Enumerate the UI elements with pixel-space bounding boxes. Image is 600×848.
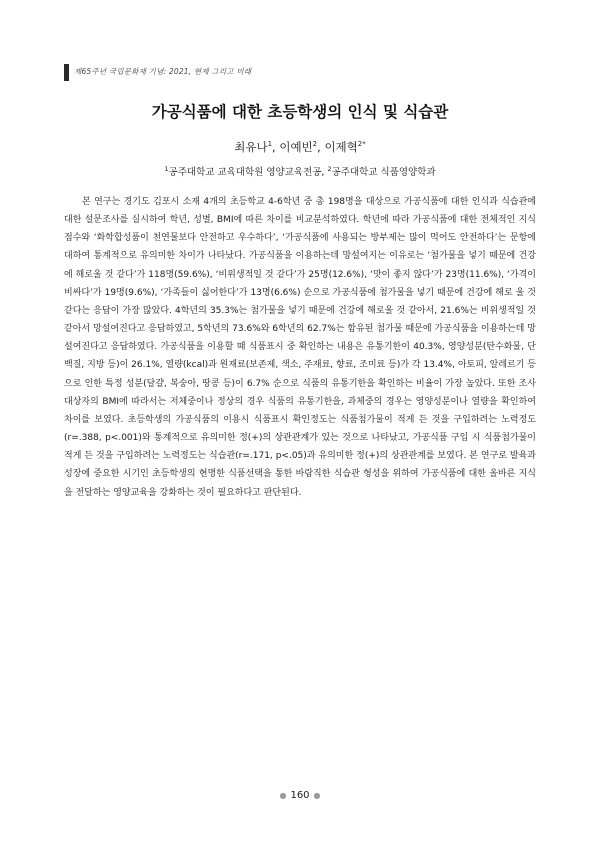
author-sup: 1 [267,140,273,149]
author-sup: 2 [312,140,318,149]
author-sup: 2* [357,140,366,149]
author-name: 이제혁 [324,140,358,154]
running-head: 제65주년 국립문화재 기념: 2021, 현재 그리고 미래 [74,67,252,76]
page-number-value: 160 [290,790,310,801]
author-name: 이예빈 [279,140,313,154]
affiliation-sup: 1 [164,164,169,173]
bullet-icon: ● [279,791,287,800]
affiliation-sup: 2 [327,164,332,173]
bullet-icon: ● [313,791,321,800]
header-rule [64,64,69,81]
page-title: 가공식품에 대한 초등학생의 인식 및 식습관 [151,103,449,121]
page-number [0,790,600,801]
affiliations [0,164,600,178]
abstract-paragraph: 본 연구는 경기도 김포시 소재 4개의 초등학교 4-6학년 중 총 198명을 대상으로 가공식품에 대한 인식과 식습관에 대한 설문조사를 실시하여 학년, 성별, BMI에 따른 차이를 비교분석하였다. 학년에 따라 가공식품에 대한 전체적인 지식점수와 ‘화학합성품이 천연물보다 안전하고 우수하다’, ‘가공식품에 사용되는 방부제는 많이 먹어도 안전하다’는 문항에 대하여 통계적으로 유의미한 차이가 나타났다. 가공식품을 이용하는데 망설여지는 이유로는 ‘첨가물을 넣기 때문에 건강에 해로울 것 같다’가 118명(59.6%), ‘비위생적일 것 같다’가 25명(12.6%), ‘맛이 좋지 않다’가 23명(11.6%), ‘가격이 비싸다’가 19명(9.6%), ‘가족들이 싫어한다’가 13명(6.6%) 순으로 가공식품에 첨가물을 넣기 때문에 건강에 해로 울 것 같다는 응답이 가장 많았다. 4학년의 35.3%는 첨가물을 넣기 때문에 건강에 해로울 것 같아서, 21.6%는 비위생적일 것 같아서 망설여진다고 응답하였고, 5학년의 73.6%와 6학년의 62.7%는 함유된 첨가물 때문에 가공식품을 이용하는데 망설여진다고 응답하였다. 가공식품을 이용할 때 식품표시 중 확인하는 내용은 유통기한이 40.3%, 영양성분(탄수화물, 단백질, 지방 등)이 26.1%, 열량(kcal)과 원재료(보존제, 색소, 주재료, 향료, 조미료 등)가 각 13.4%, 아토피, 알레르기 등으로 인한 특정 성분(달걀, 복숭아, 땅콩 등)이 6.7% 순으로 식품의 유통기한을 확인하는 비율이 가장 높았다. 또한 조사대상자의 BMI에 따라서는 저체중이나 정상의 경우 식품의 유통기한을, 과체중의 경우는 영양성분이나 열량을 확인하여 차이를 보였다. 초등학생의 가공식품의 이용시 식품표시 확인정도는 식품첨가물이 적게 든 것을 구입하려는 노력정도(r=.388, p<.001)와 통계적으로 유의미한 정(+)의 상관관계가 있는 것으로 나타났고, 가공식품 구입 시 식품첨가물이 적게 든 것을 구입하려는 노력정도는 식습관(r=.171, p<.05)과 유의미한 정(+)의 상관관계를 보였다. 본 연구로 발육과 성장에 중요한 시기인 초등학생의 현명한 식품선택을 통한 바람직한 식습관 형성을 위하여 가공식품에 대한 올바른 지식을 전달하는 영양교육을 강화하는 것이 필요하다고 판단된다. [64,197,536,498]
abstract [64,193,536,502]
affiliation-text: 공주대학교 교육대학원 영양교육전공, [168,167,325,178]
author-name: 최유나 [234,140,268,154]
author-list: 최유나$^1$, 이예빈$^2$, 이제혁$^{2*}$ [234,140,366,154]
affiliation-text: 공주대학교 식품영양학과 [331,167,436,178]
